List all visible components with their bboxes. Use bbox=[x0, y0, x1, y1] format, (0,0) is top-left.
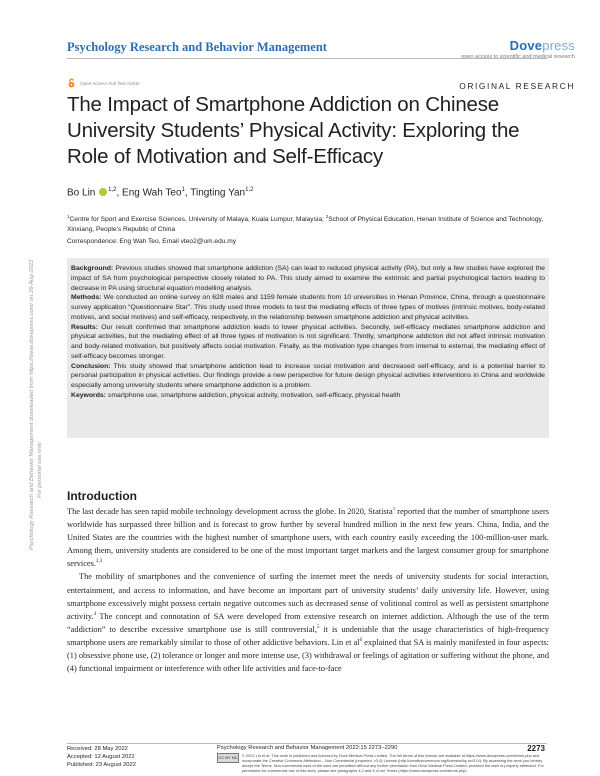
author-name[interactable]: Bo Lin bbox=[67, 187, 96, 199]
license-text: © 2022 Lin et al. This work is published and licensed by Dove Medical Press Limited. The full terms of this license are available at https://www.dovepress.com/terms.php and incorporate the Creative Commons Attribution – Non Commercial (unported, v3.0) License (http://creativecommons.org/licenses/by-nc/3.0/). By accessing the work you hereby accept the Terms. Non-commercial uses of the work are permitted without any further permission from Dove Medical Press Limited, provided the work is properly attributed. For permission for commercial use of this work, please see paragraphs 4.2 and 5 of our Terms (https://www.dovepress.com/terms.php). bbox=[242, 753, 544, 773]
publication-dates bbox=[67, 745, 136, 769]
citation-ref[interactable]: 5 bbox=[316, 625, 320, 631]
introduction-body bbox=[67, 505, 549, 675]
citation-ref[interactable]: 1 bbox=[392, 507, 396, 513]
publisher-tagline: open access to scientific and medical research bbox=[461, 54, 575, 60]
abstract-methods: Methods: We conducted an online survey on 628 males and 1159 female students from 10 universities in Henan Province, China, through a questionnaire survey application “Questionnaire Star”. This study used three models to test the mediating effects of three types of motives (intrinsic motives, body-related motives, and social motives) and self-efficacy, respectively, in the relationship between smartphone addiction and physical activities. bbox=[71, 294, 545, 321]
author-name[interactable]: Eng Wah Teo bbox=[122, 187, 182, 199]
license-block bbox=[217, 753, 549, 773]
article-type: ORIGINAL RESEARCH bbox=[459, 81, 575, 91]
citation-ref[interactable]: 2,3 bbox=[95, 559, 103, 565]
author-affiliation-ref: 1 bbox=[181, 187, 185, 193]
download-notice-line: Psychology Research and Behavior Management downloaded from https://www.dovepress.com/ on 26-Aug-2022 bbox=[29, 259, 35, 550]
journal-citation: Psychology Research and Behavior Management 2022:15 2273–2290 bbox=[217, 745, 398, 751]
journal-name: Psychology Research and Behavior Management bbox=[67, 40, 327, 54]
citation-ref[interactable]: 4 bbox=[93, 611, 97, 617]
author-list: Bo Lin $^{1,2}$, Eng Wah Teo$^1$, Tingting Yan$^{1,2}$ bbox=[67, 187, 254, 199]
orcid-icon[interactable] bbox=[99, 188, 107, 196]
abstract-background: Background: Previous studies showed that smartphone addiction (SA) can lead to reduced physical activity (PA), but only a few studies have explored the impact of SA from psychological perspective closely related to PA. This study aimed to examine the extrinsic and partial psychological factors leading to decrease in PA using structural equation modelling analysis. bbox=[71, 265, 545, 292]
abstract-conclusion: Conclusion: This study showed that smartphone addiction lead to increase social motivation and decreased self-efficacy, and is a potential barrier to personal participation in physical activities. Our findings provide a new perspective for future design physical activities interventions in China and worldwide especially among university students where smartphone addiction is a problem. bbox=[71, 362, 545, 389]
citation-ref[interactable]: 6 bbox=[359, 638, 363, 644]
accepted-date: Accepted: 12 August 2022 bbox=[67, 754, 135, 760]
received-date: Received: 28 May 2022 bbox=[67, 746, 128, 752]
publisher-logo: Dovepress bbox=[509, 38, 575, 53]
author-name[interactable]: Tingting Yan bbox=[190, 187, 246, 199]
paragraph: The mobility of smartphones and the convenience of surfing the internet meet the needs of university students for social interaction, entertainment, and access to information, and have become an important part of university students’ daily university life. However, using smartphone excessively might possess certain negative outcomes such as decreased sense of volitional control as well as persistent smartphone activity.$^4$ The concept and connotation of SA were developed from extensive research on internet addiction. Although the use of the term “addiction” to describe excessive smartphone use is still controversial,$^5$ it is undeniable that the usage characteristics of high-frequency smartphone users are remarkably similar to those of other addictive behaviors. Lin et $al^6$ explained that SA is mainly manifested in four aspects: (1) obsessive phone use, (2) tolerance or longer and more intense use, (3) withdrawal or feelings of agitation or suffering without the phone, and (4) functional impairment or interference with other life activities and face-to-face bbox=[67, 572, 549, 674]
page-number: 2273 bbox=[527, 744, 545, 753]
download-notice bbox=[9, 130, 49, 550]
abstract-box bbox=[67, 258, 549, 438]
open-access-label bbox=[67, 78, 140, 88]
publisher-brand bbox=[461, 38, 575, 60]
author-affiliation-ref: 1,2 bbox=[108, 187, 117, 193]
footer-divider bbox=[67, 743, 547, 744]
open-access-text: Open Access Full Text Article bbox=[80, 80, 140, 86]
affiliations: $^1$Centre for Sport and Exercise Sciences, University of Malaya, Kuala Lumpur, Malaysia; $^2$School of Physical Education, Henan Institute of Science and Technology, Xinxiang, People’s Republic of China bbox=[67, 214, 544, 233]
correspondence: Correspondence: Eng Wah Teo, Email vteo2@um.edu.my bbox=[67, 238, 237, 245]
article-title: The Impact of Smartphone Addiction on Chinese University Students’ Physical Activity: Exploring the Role of Motivation and Self-Efficacy bbox=[67, 93, 520, 168]
paragraph: The last decade has seen rapid mobile technology development across the globe. In 2020, Statista$^1$ reported that the number of smartphone users worldwide has surpassed three billion and is forecast to grow further by several hundred million in the next few years. China, India, and the United States are the countries with the highest number of smartphone users, with each country easily exceeding the 100-million-user mark. Among them, university students are considered to be one of the most important target markets and the largest consumer group for smartphone services.$^{2,3}$ bbox=[67, 507, 549, 569]
abstract-results: Results: Our result confirmed that smartphone addiction leads to lower physical activities. Secondly, self-efficacy mediates smartphone addiction and physical activities, but the mediating effect of all three types of motivation is not significant. Thirdly, smartphone addiction did not affect intrinsic motivation and body-related motivation, but positively affects social motivation. Finally, as the motivation type changes from internal to external, the mediating effect of self-efficacy becomes stronger. bbox=[71, 323, 545, 360]
creative-commons-icon[interactable]: CC BY NC bbox=[217, 753, 239, 763]
section-heading-introduction: Introduction bbox=[67, 489, 137, 503]
header-divider bbox=[67, 58, 547, 59]
open-access-lock-icon bbox=[67, 78, 76, 88]
abstract-keywords: Keywords: smartphone use, smartphone addiction, physical activity, motivation, self-efficacy, physical health bbox=[71, 391, 401, 399]
personal-use-line: For personal use only. bbox=[36, 441, 43, 498]
published-date: Published: 23 August 2022 bbox=[67, 762, 136, 768]
author-affiliation-ref: 1,2 bbox=[245, 187, 254, 193]
